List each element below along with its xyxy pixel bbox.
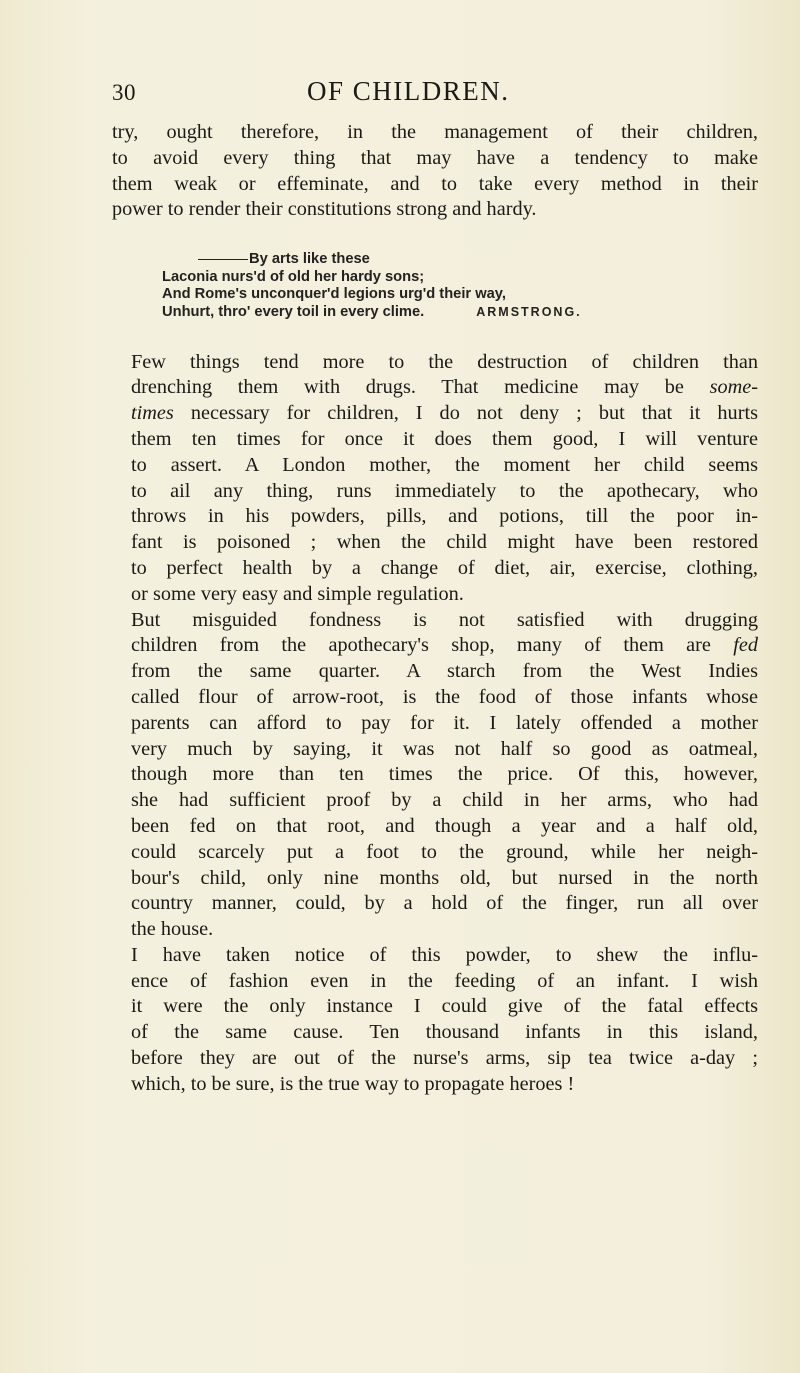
- text-line: very much by saying, it was not half so good as oatmeal,: [131, 737, 758, 760]
- italic-text: times: [131, 402, 174, 425]
- verse-line: [162, 304, 758, 322]
- text-line: to perfect health by a change of diet, air, exercise, clothing,: [131, 556, 758, 579]
- text-line: bour's child, only nine months old, but nursed in the north: [131, 866, 758, 889]
- text-line: it were the only instance I could give of the fatal effects: [131, 995, 758, 1018]
- text-line: power to render their constitutions strong and hardy.: [112, 198, 537, 221]
- page-number: 30: [112, 80, 136, 105]
- paragraph-arrow-root: [112, 608, 758, 943]
- text-line: been fed on that root, and though a year and a half old,: [131, 814, 758, 837]
- text-line: could scarcely put a foot to the ground, while her neigh-: [131, 840, 758, 863]
- text-segment: necessary for children, I do not deny ; but that it hurts: [190, 402, 758, 425]
- text-line: [112, 633, 758, 659]
- text-line: before they are out of the nurse's arms, sip tea twice a-day ;: [131, 1047, 758, 1070]
- text-line: though more than ten times the price. Of this, however,: [131, 763, 758, 786]
- running-head: [112, 0, 758, 112]
- text-line: ence of fashion even in the feeding of an infant. I wish: [131, 969, 758, 992]
- italic-text: some-: [709, 376, 759, 399]
- text-line: try, ought therefore, in the management of their children,: [112, 121, 758, 143]
- text-line: to avoid every thing that may have a tendency to make: [112, 146, 758, 169]
- verse-line-text: By arts like these: [249, 251, 370, 268]
- paragraph-fashion: [112, 943, 758, 1098]
- text-line: throws in his powders, pills, and potions, till the poor in-: [131, 505, 758, 528]
- verse-quotation: [162, 251, 758, 321]
- text-line: called flour of arrow-root, is the food of those infants whose: [131, 685, 758, 708]
- text-segment: drenching them with drugs. That medicine may be: [131, 376, 684, 399]
- text-line: to assert. A London mother, the moment her child seems: [131, 453, 758, 476]
- verse-line: Laconia nurs'd of old her hardy sons;: [162, 268, 425, 285]
- text-line: them weak or effeminate, and to take every method in their: [112, 172, 758, 195]
- verse-line: [162, 251, 758, 269]
- text-line: [112, 401, 758, 427]
- opening-paragraph: [112, 120, 758, 223]
- italic-text: fed: [733, 634, 758, 657]
- em-dash-rule: [198, 259, 248, 260]
- text-line: parents can afford to pay for it. I lately offended a mother: [131, 711, 758, 734]
- text-line: from the same quarter. A starch from the West Indies: [131, 660, 758, 683]
- text-line: Few things tend more to the destruction of children than: [131, 350, 758, 373]
- text-line: fant is poisoned ; when the child might have been restored: [131, 531, 758, 554]
- verse-attribution: ARMSTRONG.: [476, 304, 582, 319]
- text-line: of the same cause. Ten thousand infants in this island,: [131, 1021, 758, 1044]
- text-line: I have taken notice of this powder, to shew the influ-: [131, 943, 758, 966]
- verse-line: And Rome's unconquer'd legions urg'd their way,: [162, 286, 506, 303]
- text-line: which, to be sure, is the true way to propagate heroes !: [131, 1072, 575, 1095]
- text-line: But misguided fondness is not satisfied with drugging: [131, 608, 758, 631]
- text-line: [112, 375, 758, 401]
- text-line: them ten times for once it does them good, I will venture: [131, 427, 758, 450]
- text-line: to ail any thing, runs immediately to the apothecary, who: [131, 479, 758, 502]
- running-title: OF CHILDREN.: [307, 76, 510, 106]
- paragraph-drugs: [112, 350, 758, 608]
- text-line: she had sufficient proof by a child in her arms, who had: [131, 789, 758, 812]
- verse-line-text: Unhurt, thro' every toil in every clime.: [162, 303, 425, 320]
- text-line: country manner, could, by a hold of the finger, run all over: [131, 892, 758, 915]
- text-line: or some very easy and simple regulation.: [131, 582, 464, 605]
- text-segment: children from the apothecary's shop, many of them are: [131, 634, 711, 657]
- text-line: the house.: [131, 918, 214, 941]
